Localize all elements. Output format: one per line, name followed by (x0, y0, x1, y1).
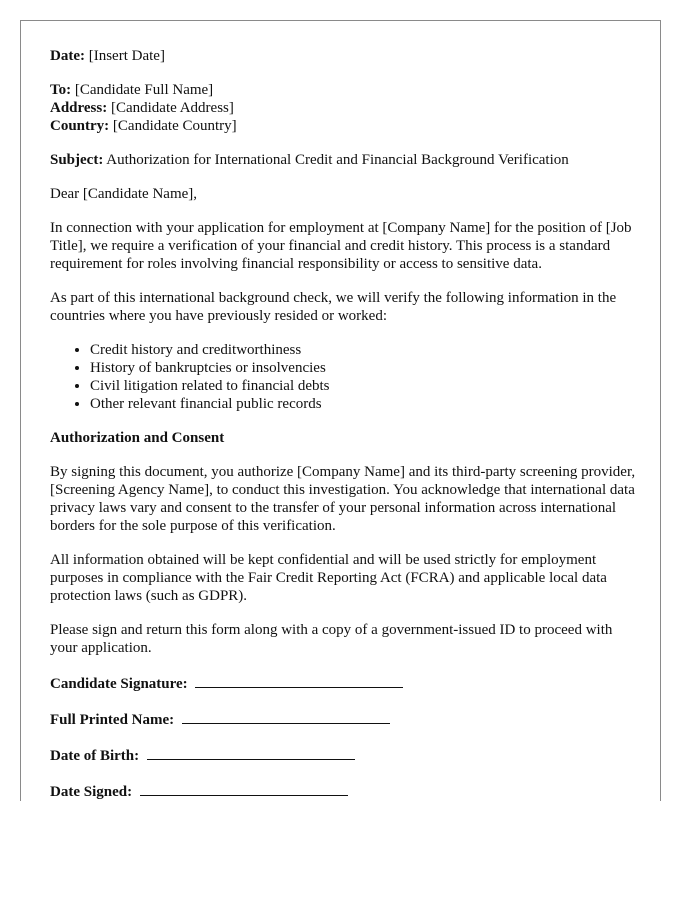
scope-paragraph: As part of this international background check, we will verify the following information in the countries where you have previously resided or worked: (50, 290, 617, 324)
confidentiality-paragraph: All information obtained will be kept confidential and will be used strictly for employment purposes in compliance with the Fair Credit Reporting Act (FCRA) and applicable local data protection laws (such as GDPR). (50, 552, 607, 604)
date-signed-field[interactable] (140, 781, 348, 796)
subject-label: Subject: (50, 152, 104, 168)
recipient-block (50, 81, 640, 135)
list-item: • Other relevant financial public records (90, 395, 640, 413)
dob-field[interactable] (147, 745, 355, 760)
salutation: Dear [Candidate Name], (50, 186, 198, 202)
verification-list (50, 341, 640, 413)
list-item: • Civil litigation related to financial debts (90, 377, 640, 395)
list-item: • Credit history and creditworthiness (90, 341, 640, 359)
signature-label: Candidate Signature: (50, 676, 188, 692)
printed-name-label: Full Printed Name: (50, 712, 175, 728)
list-item: • History of bankruptcies or insolvencies (90, 359, 640, 377)
document-page (20, 20, 661, 801)
to-value: [Candidate Full Name] (74, 82, 214, 98)
consent-paragraph: By signing this document, you authorize [Company Name] and its third-party screening provider, [Screening Agency Name], to conduct this investigation. You acknowledge that international data privacy laws vary and consent to the transfer of your personal information across international borders for the sole purpose of this verification. (50, 464, 636, 534)
address-value: [Candidate Address] (110, 100, 234, 116)
printed-name-row (50, 709, 640, 729)
address-line (50, 100, 234, 116)
date-signed-label: Date Signed: (50, 784, 133, 800)
letter-body (50, 47, 640, 801)
country-line (50, 118, 237, 134)
to-line (50, 82, 213, 98)
return-instructions: Please sign and return this form along with a copy of a government-issued ID to proceed with your application. (50, 622, 613, 656)
date-signed-row (50, 781, 640, 801)
country-label: Country: (50, 118, 110, 134)
date-value: [Insert Date] (88, 48, 165, 64)
to-label: To: (50, 82, 72, 98)
signature-field[interactable] (195, 673, 403, 688)
signature-row (50, 673, 640, 693)
intro-paragraph: In connection with your application for employment at [Company Name] for the position of [Job Title], we require a verification of your financial and credit history. This process is a standard requirement for roles involving financial responsibility or access to sensitive data. (50, 220, 632, 272)
date-label: Date: (50, 48, 85, 64)
printed-name-field[interactable] (182, 709, 390, 724)
address-label: Address: (50, 100, 108, 116)
section-heading: Authorization and Consent (50, 430, 225, 446)
subject-line (50, 151, 640, 169)
date-line (50, 47, 640, 65)
country-value: [Candidate Country] (112, 118, 237, 134)
dob-label: Date of Birth: (50, 748, 140, 764)
dob-row (50, 745, 640, 765)
subject-value: Authorization for International Credit and Financial Background Verification (106, 152, 569, 168)
